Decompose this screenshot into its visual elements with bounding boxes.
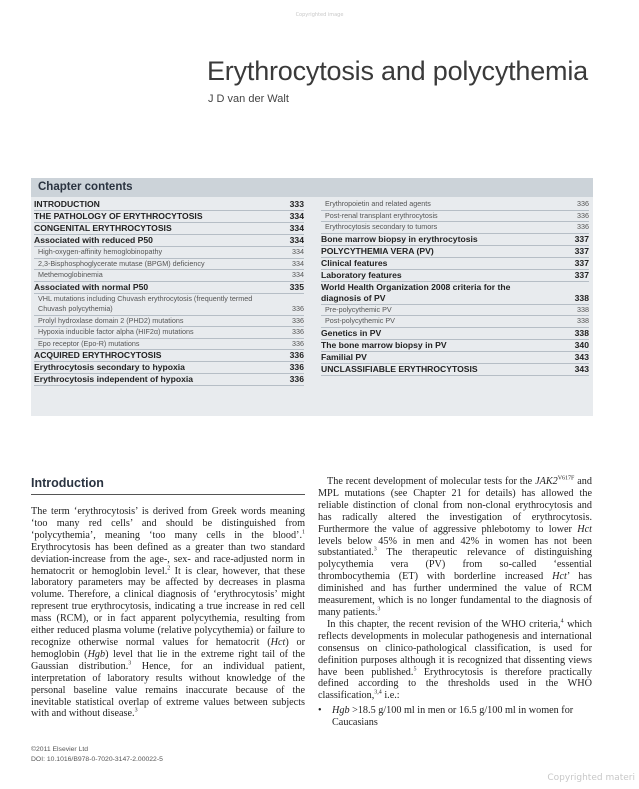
toc-entry-label: Methemoglobinemia [38,270,103,279]
footer [31,745,163,765]
section-rule [31,494,305,495]
toc-entry-page: 334 [289,211,304,221]
toc-entry[interactable] [321,316,589,328]
bullet-text: Hgb >18.5 g/100 ml in men or 16.5 g/100 ml in women for Caucasians [332,705,574,729]
toc-entry[interactable] [321,211,589,223]
toc-entry[interactable] [34,199,304,211]
toc-entry-label: Erythrocytosis secondary to hypoxia [34,362,185,372]
toc-entry-page: 337 [574,233,589,244]
toc-entry-page: 334 [292,258,304,268]
toc-entry-label: CONGENITAL ERYTHROCYTOSIS [34,223,172,233]
toc-entry-label: High-oxygen-affinity hemoglobinopathy [38,247,163,256]
toc-entry[interactable] [321,246,589,258]
body-right-column [318,476,592,729]
toc-entry-page: 333 [289,199,304,209]
toc-entry-page: 343 [574,363,589,374]
toc-entry[interactable] [321,364,589,376]
chapter-contents-header [31,178,593,197]
toc-entry[interactable] [321,270,589,282]
copyright-line: ©2011 Elsevier Ltd [31,746,89,753]
watermark-bottom: Copyrighted materi [547,773,635,783]
toc-entry-label: Hypoxia inducible factor alpha (HIF2α) mutations [38,327,194,336]
toc-entry-label: Post-renal transplant erythrocytosis [325,210,438,220]
toc-entry-label: Pre-polycythemic PV [325,304,392,314]
toc-entry[interactable] [34,327,304,339]
toc-entry[interactable] [34,374,304,386]
toc-entry-page: 334 [292,270,304,279]
toc-entry-page: 336 [292,327,304,336]
toc-entry-page: 336 [292,304,304,313]
paragraph: The term ‘erythrocytosis’ is derived from Greek words meaning ‘too many red cells’ and should be distinguished from ‘polycythemia’, meaning ‘too many cells in the blood’.$^1$ Erythrocytosis has been defined as a greater than two standard deviation-increase from the age-, sex- and race-adjusted norm in hematocrit or hemoglobin level.$^2$ It is clear, however, that these laboratory parameters may be affected by decreases in plasma volume. Therefore, a clinical diagnosis of ‘erythrocytosis’ might represent true erythrocytosis, indicating a true increase in red cell mass (RCM), or in fact apparent polycythemia, resulting from either reduced plasma volume (relative polycythemia) or failure to recognize otherwise normal values for hematocrit (Hct) or hemoglobin (Hgb) level that lie in the extreme right tail of the Gaussian distribution.$^3$ Hence, for an individual patient, interpretation of laboratory results without knowledge of the personal baseline value remains inaccurate because of the inevitable statistical overlap of extreme values between subjects with and without disease.$^3$ [31,506,306,720]
toc-entry[interactable] [321,282,589,305]
toc-entry-label: Familial PV [321,351,367,362]
toc-entry-page: 338 [577,304,589,314]
toc-entry-label: The bone marrow biopsy in PV [321,339,447,350]
chapter-contents-box [31,178,593,416]
toc-entry-label: World Health Organization 2008 criteria for the diagnosis of PV [321,281,511,303]
paragraph: The recent development of molecular tests for the $JAK2^{V617F}$ and MPL mutations (see Chapter 21 for details) has allowed the reliable distinction of clonal from non-clonal erythrocytosis and has radically altered the investigation of erythrocytosis. Furthermore the value of aggressive phlebotomy to lower Hct levels below 45% in men and 42% in women has not been substantiated.$^3$ The therapeutic relevance of distinguishing polycythemia vera (PV) from so-called ‘essential thrombocythemia (ET) with borderline increased Hct’ has diminished and has further undermined the value of RCM measurement, which is no longer fundamental to the diagnosis of many patients.$^3$ [318,475,592,618]
toc-entry-page: 336 [292,338,304,348]
toc-entry[interactable] [34,294,304,316]
toc-entry[interactable] [34,316,304,328]
toc-entry[interactable] [321,199,589,211]
toc-entry-label: Bone marrow biopsy in erythrocytosis [321,233,478,244]
toc-entry-page: 334 [292,247,304,256]
toc-entry-page: 338 [574,327,589,338]
toc-left-column [34,199,304,386]
toc-entry-page: 334 [289,223,304,233]
toc-entry-page: 336 [292,315,304,325]
toc-entry-label: Erythrocytosis secondary to tumors [325,222,438,231]
toc-entry-page: 337 [574,257,589,268]
toc-entry-label: Post-polycythemic PV [325,316,395,325]
toc-entry-label: Associated with reduced P50 [34,235,153,245]
toc-entry[interactable] [34,211,304,223]
toc-entry[interactable] [34,235,304,247]
chapter-author: J D van der Walt [208,93,289,105]
watermark-top: Copyrighted image [295,12,344,18]
chapter-title: Erythrocytosis and polycythemia [207,56,588,86]
toc-entry[interactable] [34,362,304,374]
toc-entry-page: 340 [574,339,589,350]
toc-entry-page: 343 [574,351,589,362]
toc-entry-label: UNCLASSIFIABLE ERYTHROCYTOSIS [321,363,478,374]
toc-entry[interactable] [34,282,304,294]
toc-entry-label: Erythrocytosis independent of hypoxia [34,374,194,384]
toc-entry[interactable] [34,270,304,282]
toc-entry[interactable] [321,305,589,317]
bullet-item [318,705,592,729]
toc-entry-label: POLYCYTHEMIA VERA (PV) [321,245,434,256]
toc-entry-label: INTRODUCTION [34,199,100,209]
toc-entry[interactable] [321,352,589,364]
toc-entry-label: Associated with normal P50 [34,281,149,292]
toc-entry-page: 337 [574,269,589,280]
toc-entry-page: 336 [577,210,589,220]
doi-line: DOI: 10.1016/B978-0-7020-3147-2.00022-5 [31,756,163,763]
section-heading: Introduction [31,476,104,490]
toc-entry-label: Genetics in PV [321,327,382,338]
toc-entry-label: Laboratory features [321,269,402,280]
paragraph: In this chapter, the recent revision of the WHO criteria,$^4$ which reflects developments in molecular pathogenesis and international consensus on clinico-pathological classification, is used for definition purposes although it is recognized that dissenting views have been published.$^5$ Erythrocytosis is therefore practically defined according to the thresholds used in the WHO classification,$^{3,4}$ i.e.: [318,618,593,702]
toc-entry[interactable] [321,328,589,340]
toc-entry[interactable] [34,247,304,259]
bullet-icon: • [318,705,322,717]
toc-entry-page: 336 [289,350,304,360]
toc-entry[interactable] [321,340,589,352]
toc-entry-page: 338 [574,292,589,303]
toc-entry-label: 2,3-Bisphosphoglycerate mutase (BPGM) deficiency [38,258,205,268]
toc-entry-page: 334 [289,235,304,245]
toc-entry[interactable] [34,223,304,235]
toc-entry-page: 336 [577,199,589,208]
toc-entry-label: Clinical features [321,257,388,268]
chapter-contents-heading: Chapter contents [38,181,133,193]
toc-entry[interactable] [321,258,589,270]
toc-entry-page: 336 [289,374,304,384]
toc-entry-label: Prolyl hydroxlase domain 2 (PHD2) mutations [38,315,184,325]
toc-entry-page: 337 [574,245,589,256]
body-left-column [31,506,305,720]
toc-entry-label: Erythropoietin and related agents [325,199,431,208]
toc-entry[interactable] [321,234,589,246]
toc-entry-page: 335 [289,281,304,292]
toc-entry-label: ACQUIRED ERYTHROCYTOSIS [34,350,162,360]
toc-entry[interactable] [34,350,304,362]
toc-entry[interactable] [34,339,304,351]
toc-entry-page: 336 [577,222,589,231]
toc-entry-page: 338 [577,316,589,325]
toc-entry-label: Epo receptor (Epo-R) mutations [38,338,140,348]
toc-right-column [321,199,589,376]
toc-entry-label: THE PATHOLOGY OF ERYTHROCYTOSIS [34,211,203,221]
toc-entry-page: 336 [289,362,304,372]
toc-entry[interactable] [321,222,589,234]
toc-entry-label: VHL mutations including Chuvash erythrocytosis (frequently termed Chuvash polycythemia) [38,293,253,313]
toc-entry[interactable] [34,259,304,271]
